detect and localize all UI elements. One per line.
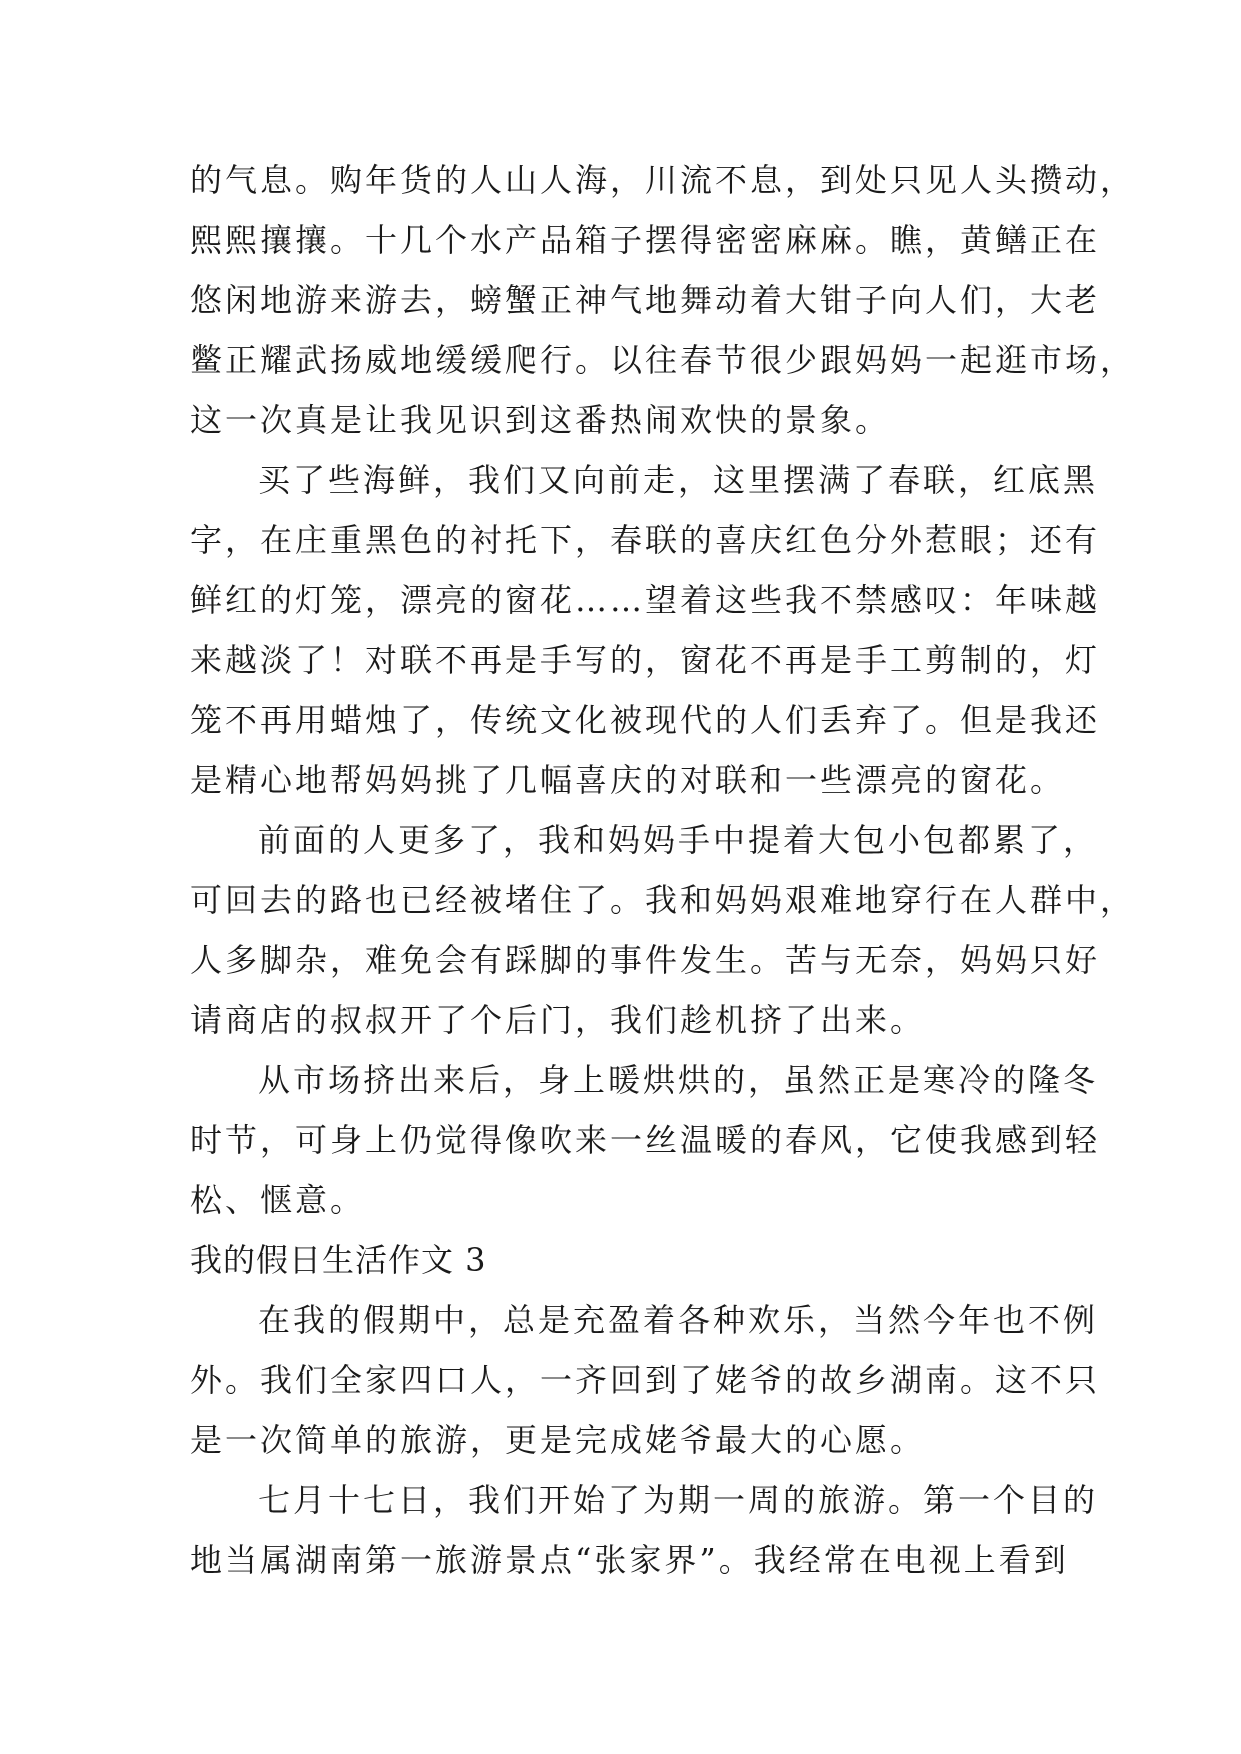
text-line: 字，在庄重黑色的衬托下，春联的喜庆红色分外惹眼；还有 (190, 521, 1101, 559)
text-line: 是精心地帮妈妈挑了几幅喜庆的对联和一些漂亮的窗花。 (190, 761, 1066, 799)
text-line: 鲜红的灯笼，漂亮的窗花……望着这些我不禁感叹：年味越 (190, 581, 1101, 619)
text-line: 七月十七日，我们开始了为期一周的旅游。第一个目的 (258, 1481, 1099, 1519)
text-line: 人多脚杂，难免会有踩脚的事件发生。苦与无奈，妈妈只好 (190, 941, 1101, 979)
paragraph (190, 810, 1136, 1050)
text-line: 可回去的路也已经被堵住了。我和妈妈艰难地穿行在人群中， (190, 881, 1136, 919)
paragraph (190, 1470, 1099, 1590)
text-line: 的气息。购年货的人山人海，川流不息，到处只见人头攒动， (190, 161, 1136, 199)
paragraph (190, 1290, 1101, 1470)
text-line: 请商店的叔叔开了个后门，我们趁机挤了出来。 (190, 1001, 926, 1039)
text-line: 来越淡了！对联不再是手写的，窗花不再是手工剪制的，灯 (190, 641, 1101, 679)
text-line: 在我的假期中，总是充盈着各种欢乐，当然今年也不例 (258, 1301, 1099, 1339)
text-line: 熙熙攘攘。十几个水产品箱子摆得密密麻麻。瞧，黄鳝正在 (190, 221, 1101, 259)
paragraph (190, 150, 1136, 450)
text-line: 笼不再用蜡烛了，传统文化被现代的人们丢弃了。但是我还 (190, 701, 1101, 739)
text-line: 前面的人更多了，我和妈妈手中提着大包小包都累了， (258, 821, 1099, 859)
text-line: 松、惬意。 (190, 1181, 366, 1219)
text-line: 是一次简单的旅游，更是完成姥爷最大的心愿。 (190, 1421, 926, 1459)
text-line: 悠闲地游来游去，螃蟹正神气地舞动着大钳子向人们，大老 (190, 281, 1101, 319)
text-line: 地当属湖南第一旅游景点“张家界”。我经常在电视上看到 (190, 1541, 1069, 1579)
text-line: 时节，可身上仍觉得像吹来一丝温暖的春风，它使我感到轻 (190, 1121, 1101, 1159)
document-body (190, 150, 1136, 1590)
paragraph (190, 1050, 1101, 1230)
text-line: 从市场挤出来后，身上暖烘烘的，虽然正是寒冷的隆冬 (258, 1061, 1099, 1099)
text-line: 这一次真是让我见识到这番热闹欢快的景象。 (190, 401, 891, 439)
text-line: 外。我们全家四口人，一齐回到了姥爷的故乡湖南。这不只 (190, 1361, 1101, 1399)
text-line: 鳖正耀武扬威地缓缓爬行。以往春节很少跟妈妈一起逛市场， (190, 341, 1136, 379)
text-line: 买了些海鲜，我们又向前走，这里摆满了春联，红底黑 (258, 461, 1099, 499)
section-heading: 我的假日生活作文 3 (190, 1241, 487, 1279)
paragraph (190, 450, 1101, 810)
